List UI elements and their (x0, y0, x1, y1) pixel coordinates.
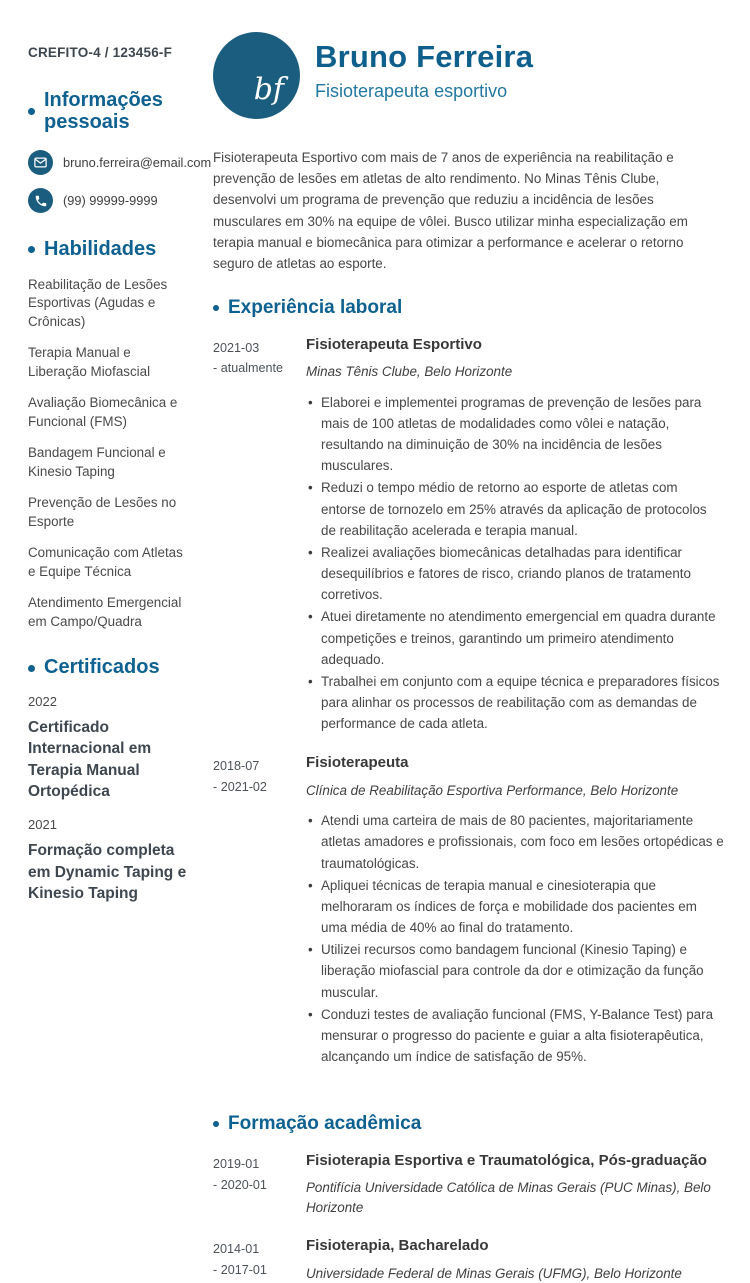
personal-info-heading-text: Informações pessoais (44, 89, 163, 133)
entry-dates (213, 753, 306, 1067)
entry-dates (213, 1236, 306, 1283)
certificate-item (28, 817, 200, 904)
contact-phone-row (28, 188, 200, 213)
entry-dates (213, 1151, 306, 1217)
job-bullet: • Elaborei e implementei programas de prevenção de lesões para mais de 100 atletas de modalidades como vôlei e natação, resultando na diminuição de 30% na incidência de lesões musculares. (308, 392, 725, 477)
date-start: 2021-03 (213, 341, 260, 356)
contact-email-row (28, 150, 212, 175)
bullet-dot-icon (213, 305, 219, 311)
date-end: - 2021-02 (213, 779, 267, 794)
education-heading (213, 1113, 725, 1135)
experience-heading (213, 297, 725, 319)
skill-item: Avaliação Biomecânica e Funcional (FMS) (28, 395, 178, 429)
certificate-year: 2021 (28, 817, 57, 833)
job-bullet-list (308, 810, 725, 1067)
job-bullet: • Apliquei técnicas de terapia manual e cinesioterapia que melhoraram os índices de força e mobilidade dos pacientes em uma média de 40% ao final do tratamento. (308, 875, 725, 939)
avatar (213, 32, 300, 119)
bullet-dot-icon (213, 1121, 219, 1127)
degree-title: Fisioterapia Esportiva e Traumatológica, Pós-graduação (306, 1152, 707, 1170)
certificates-heading (28, 657, 200, 679)
avatar-initials: bf (253, 72, 284, 107)
professional-summary: Fisioterapeuta Esportivo com mais de 7 anos de experiência na reabilitação e prevenção de lesões em atletas de alto rendimento. No Minas Tênis Clube, desenvolvi um programa de prevenção que reduziu a incidência de lesões musculares em 30% na equipe de vôlei. Busco utilizar minha especialização em terapia manual e biomecânica para otimizar a performance e acelerar o retorno seguro de atletas ao esporte. (213, 150, 688, 271)
experience-entry (213, 753, 725, 1067)
skills-heading-text: Habilidades (44, 238, 157, 261)
job-bullet: • Utilizei recursos como bandagem funcional (Kinesio Taping) e liberação miofascial para controle da dor e otimização da função muscular. (308, 939, 725, 1003)
experience-heading-text: Experiência laboral (228, 297, 403, 319)
job-bullet: • Atendi uma carteira de mais de 80 pacientes, majoritariamente atletas amadores e profissionais, com foco em lesões ortopédicas e traumatológicas. (308, 810, 725, 874)
job-title: Fisioterapeuta Esportivo (306, 336, 482, 354)
job-bullet-list (308, 392, 725, 735)
title-block (315, 32, 533, 102)
degree-title: Fisioterapia, Bacharelado (306, 1237, 489, 1255)
education-heading-text: Formação acadêmica (228, 1113, 422, 1135)
job-bullet: • Atuei diretamente no atendimento emergencial em quadra durante competições e treinos, garantindo um primeiro atendimento adequado. (308, 606, 725, 670)
sidebar (0, 0, 212, 1061)
main-column (200, 0, 750, 1281)
license-number: CREFITO-4 / 123456-F (28, 45, 173, 60)
person-name: Bruno Ferreira (315, 39, 534, 74)
date-end: - 2020-01 (213, 1177, 267, 1192)
email-value: bruno.ferreira@email.com (63, 155, 212, 171)
bullet-dot-icon (28, 108, 35, 115)
entry-content (306, 335, 725, 734)
date-start: 2014-01 (213, 1242, 260, 1257)
phone-icon (28, 188, 53, 213)
school-name: Pontifícia Universidade Católica de Minas Gerais (PUC Minas), Belo Horizonte (306, 1180, 711, 1215)
job-bullet: • Trabalhei em conjunto com a equipe técnica e preparadores físicos para alinhar os processos de reabilitação com as demandas de performance de cada atleta. (308, 671, 725, 735)
experience-entry (213, 335, 725, 734)
entry-content (306, 1236, 725, 1283)
school-name: Universidade Federal de Minas Gerais (UFMG), Belo Horizonte (306, 1265, 682, 1281)
certificate-title: Formação completa em Dynamic Taping e Kinesio Taping (28, 842, 187, 903)
job-title: Fisioterapeuta (306, 754, 409, 772)
certificate-year: 2022 (28, 693, 57, 709)
entry-dates (213, 335, 306, 734)
entry-content (306, 1151, 725, 1217)
date-start: 2019-01 (213, 1157, 260, 1172)
job-bullet: • Conduzi testes de avaliação funcional (FMS, Y-Balance Test) para mensurar o progresso do paciente e guiar a alta fisioterapêutica, alcançando um índice de satisfação de 95%. (308, 1004, 725, 1068)
date-end: - 2017-01 (213, 1262, 267, 1277)
bullet-dot-icon (28, 246, 35, 253)
skill-item: Bandagem Funcional e Kinesio Taping (28, 445, 166, 479)
person-job-title: Fisioterapeuta esportivo (315, 80, 508, 101)
job-bullet: • Realizei avaliações biomecânicas detalhadas para identificar desequilíbrios e fatores de risco, criando planos de tratamento corretivos. (308, 542, 725, 606)
skill-item: Atendimento Emergencial em Campo/Quadra (28, 595, 182, 629)
certificates-heading-text: Certificados (44, 656, 160, 679)
skill-item: Prevenção de Lesões no Esporte (28, 495, 177, 529)
job-company: Clínica de Reabilitação Esportiva Performance, Belo Horizonte (306, 782, 679, 798)
bullet-dot-icon (28, 665, 35, 672)
email-icon (28, 150, 53, 175)
phone-value: (99) 99999-9999 (63, 193, 158, 209)
education-entry (213, 1236, 725, 1283)
skill-item: Reabilitação de Lesões Esportivas (Agudas e Crônicas) (28, 276, 168, 329)
personal-info-heading (28, 90, 188, 133)
skills-heading (28, 239, 200, 261)
date-start: 2018-07 (213, 759, 260, 774)
certificate-item (28, 694, 200, 803)
job-company: Minas Tênis Clube, Belo Horizonte (306, 364, 513, 380)
date-end: - atualmente (213, 361, 284, 376)
education-entry (213, 1151, 725, 1217)
skill-item: Terapia Manual e Liberação Miofascial (28, 345, 151, 379)
job-bullet: • Reduzi o tempo médio de retorno ao esporte de atletas com entorse de tornozelo em 25% através da aplicação de protocolos de reabilitação acelerada e terapia manual. (308, 477, 725, 541)
skill-item: Comunicação com Atletas e Equipe Técnica (28, 545, 183, 579)
entry-content (306, 753, 725, 1067)
resume-header (213, 32, 725, 119)
certificate-title: Certificado Internacional em Terapia Manual Ortopédica (28, 718, 152, 800)
